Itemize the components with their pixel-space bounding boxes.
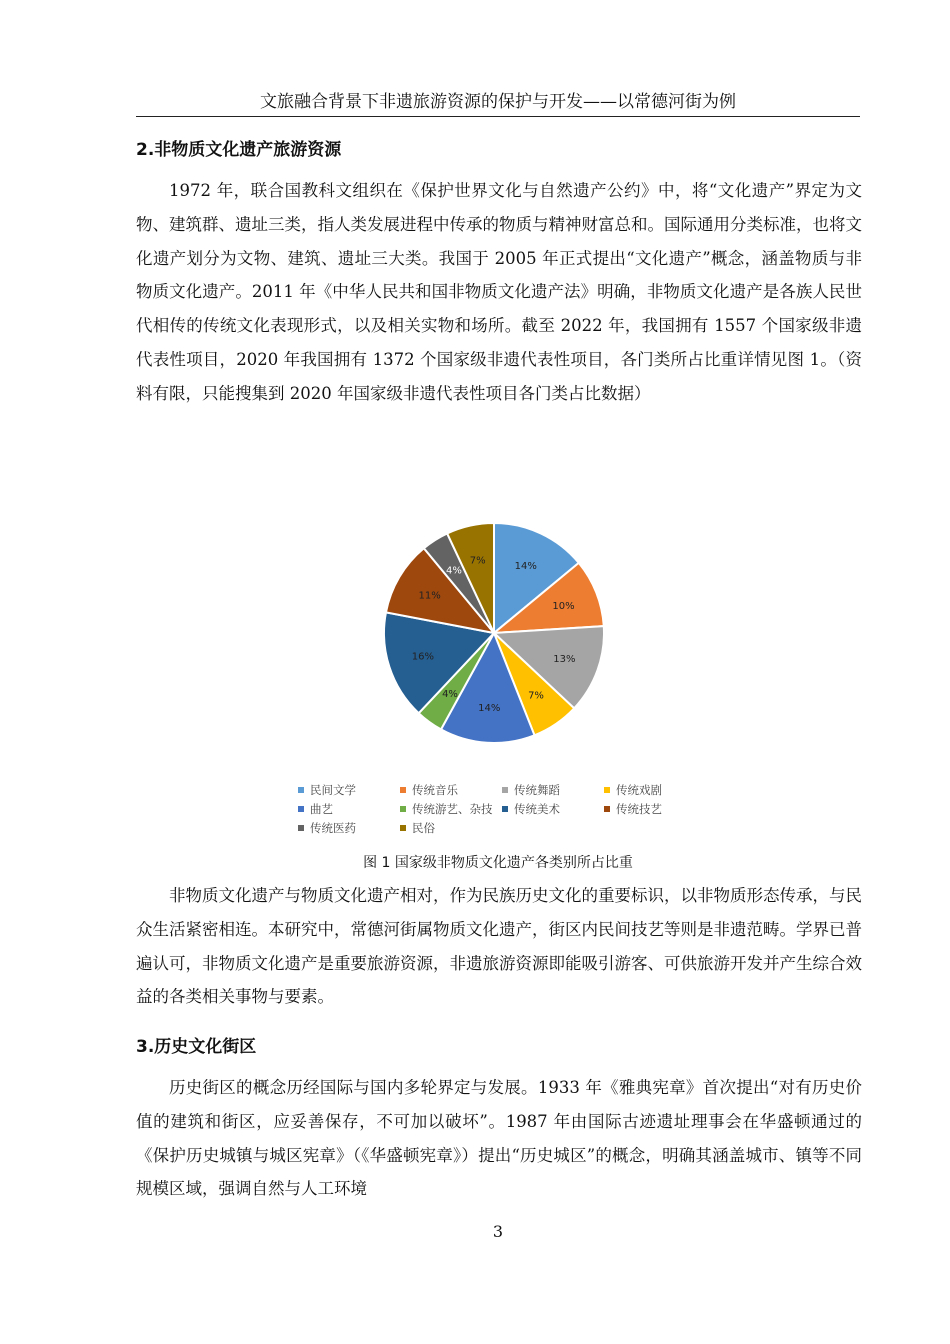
legend-swatch bbox=[400, 825, 406, 831]
legend-label: 传统游艺、杂技 bbox=[412, 802, 493, 816]
legend-label: 曲艺 bbox=[310, 802, 333, 816]
legend-item-3 bbox=[502, 782, 560, 798]
legend-label: 民俗 bbox=[412, 821, 435, 835]
pie-slice-label-5: 14% bbox=[478, 703, 501, 715]
legend-swatch bbox=[604, 787, 610, 793]
pie-slice-label-3: 13% bbox=[553, 653, 576, 665]
legend-item-1 bbox=[298, 782, 356, 798]
paragraph-historic-district: 历史街区的概念历经国际与国内多轮界定与发展。1933 年《雅典宪章》首次提出“对有历史价值的建筑和街区，应妥善保存，不可加以破坏”。1987 年由国际古迹遗址理事会在华盛顿通过的《保护历史城镇与城区宪章》（《华盛顿宪章》）提出“历史城区”的概念，明确其涵盖城市、镇等不同规模区域，强调自然与人工环境 bbox=[136, 1078, 862, 1199]
legend-item-9 bbox=[298, 820, 356, 836]
legend-item-8 bbox=[604, 801, 662, 817]
legend-label: 传统舞蹈 bbox=[514, 783, 560, 797]
figure-caption: 图 1 国家级非物质文化遗产各类别所占比重 bbox=[363, 855, 633, 871]
legend-swatch bbox=[502, 787, 508, 793]
legend-item-2 bbox=[400, 782, 458, 798]
legend-label: 传统音乐 bbox=[412, 783, 458, 797]
paragraph-intangible-heritage: 非物质文化遗产与物质文化遗产相对，作为民族历史文化的重要标识，以非物质形态传承，与民众生活紧密相连。本研究中，常德河街属物质文化遗产，街区内民间技艺等则是非遗范畴。学界已普遍认可，非物质文化遗产是重要旅游资源，非遗旅游资源即能吸引游客、可供旅游开发并产生综合效益的各类相关事物与要素。 bbox=[136, 886, 862, 1007]
legend-item-6 bbox=[400, 801, 493, 817]
header-rule bbox=[136, 116, 860, 117]
page-number: 3 bbox=[492, 1222, 504, 1241]
paragraph-heritage-definition: 1972 年，联合国教科文组织在《保护世界文化与自然遗产公约》中，将“文化遗产”界定为文物、建筑群、遗址三类，指人类发展进程中传承的物质与精神财富总和。国际通用分类标准，也将文化遗产划分为文物、建筑、遗址三大类。我国于 2005 年正式提出“文化遗产”概念，涵盖物质与非物质文化遗产。2011 年《中华人民共和国非物质文化遗产法》明确，非物质文化遗产是各族人民世代相传的传统文化表现形式，以及相关实物和场所。截至 2022 年，我国拥有 1557 个国家级非遗代表性项目，2020 年我国拥有 1372 个国家级非遗代表性项目，各门类所占比重详情见图 1。（资料有限，只能搜集到 2020 年国家级非遗代表性项目各门类占比数据） bbox=[136, 181, 862, 403]
legend-label: 传统技艺 bbox=[616, 802, 662, 816]
section-heading-2: 2.非物质文化遗产旅游资源 bbox=[136, 140, 342, 160]
legend-item-5 bbox=[298, 801, 333, 817]
legend-item-7 bbox=[502, 801, 560, 817]
legend-swatch bbox=[502, 806, 508, 812]
legend-swatch bbox=[400, 806, 406, 812]
pie-chart bbox=[370, 515, 618, 751]
pie-slice-label-2: 10% bbox=[552, 601, 575, 612]
pie-slice-label-1: 14% bbox=[514, 560, 537, 572]
legend-label: 传统戏剧 bbox=[616, 783, 662, 797]
pie-slice-label-6: 4% bbox=[442, 689, 458, 700]
legend-label: 民间文学 bbox=[310, 783, 356, 797]
pie-slice-label-10: 7% bbox=[469, 555, 486, 567]
pie-slice-label-9: 4% bbox=[445, 565, 462, 577]
legend-swatch bbox=[298, 825, 304, 831]
pie-slice-label-4: 7% bbox=[528, 690, 544, 702]
legend-swatch bbox=[400, 787, 406, 793]
legend-label: 传统医药 bbox=[310, 821, 356, 835]
legend-item-10 bbox=[400, 820, 435, 836]
pie-slice-label-8: 11% bbox=[418, 590, 441, 602]
section-heading-3: 3.历史文化街区 bbox=[136, 1037, 257, 1057]
running-header: 文旅融合背景下非遗旅游资源的保护与开发——以常德河街为例 bbox=[260, 92, 736, 112]
legend-swatch bbox=[604, 806, 610, 812]
legend-item-4 bbox=[604, 782, 662, 798]
legend-swatch bbox=[298, 787, 304, 793]
pie-slice-label-7: 16% bbox=[411, 651, 435, 663]
legend-swatch bbox=[298, 806, 304, 812]
legend-label: 传统美术 bbox=[514, 802, 560, 816]
